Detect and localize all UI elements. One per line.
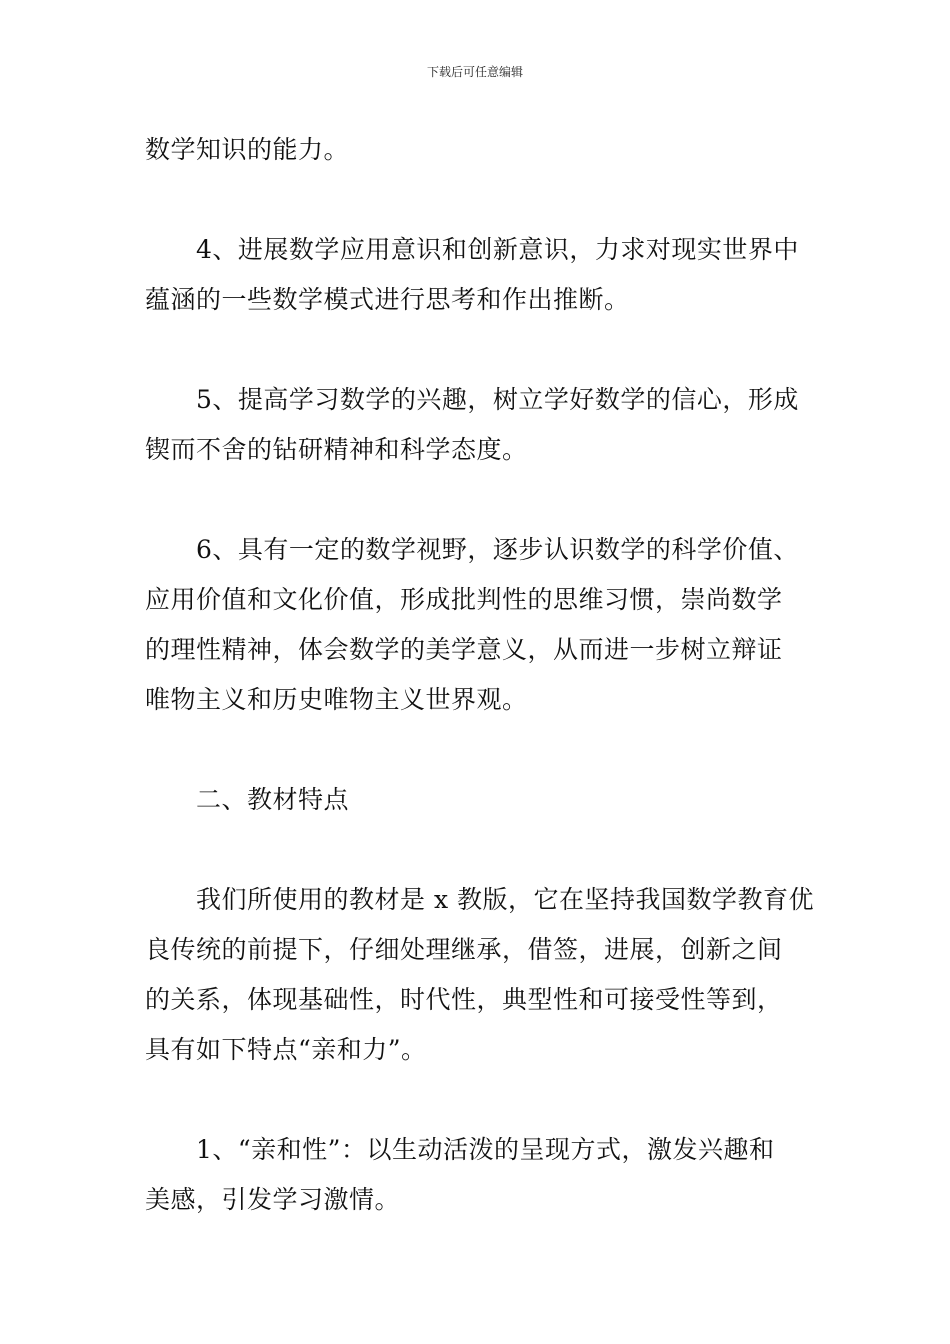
text-line: 4、进展数学应用意识和创新意识，力求对现实世界中: [196, 235, 799, 264]
text-line: 5、提高学习数学的兴趣，树立学好数学的信心，形成: [196, 385, 799, 414]
text-line: 数学知识的能力。: [145, 135, 350, 164]
text-line: 良传统的前提下，仔细处理继承，借签，进展，创新之间: [145, 935, 783, 964]
text-line: 6、具有一定的数学视野，逐步认识数学的科学价值、: [196, 535, 799, 564]
header-note: 下载后可任意编辑: [426, 65, 523, 79]
text-line: 应用价值和文化价值，形成批判性的思维习惯，崇尚数学: [145, 585, 783, 614]
text-line: 的理性精神，体会数学的美学意义，从而进一步树立辩证: [145, 635, 783, 664]
text-line: 的关系，体现基础性，时代性，典型性和可接受性等到，: [145, 985, 783, 1014]
text-line: 唯物主义和历史唯物主义世界观。: [145, 685, 528, 714]
text-line: 1、“亲和性”：以生动活泼的呈现方式，激发兴趣和: [196, 1135, 775, 1164]
text-line: 蕴涵的一些数学模式进行思考和作出推断。: [145, 285, 630, 314]
text-line: 美感，引发学习激情。: [145, 1185, 401, 1214]
text-line: 我们所使用的教材是 x 教版，它在坚持我国数学教育优: [196, 885, 814, 914]
section-heading: 二、教材特点: [196, 785, 350, 814]
text-line: 锲而不舍的钻研精神和科学态度。: [145, 435, 528, 464]
text-line: 具有如下特点“亲和力”。: [145, 1035, 427, 1064]
